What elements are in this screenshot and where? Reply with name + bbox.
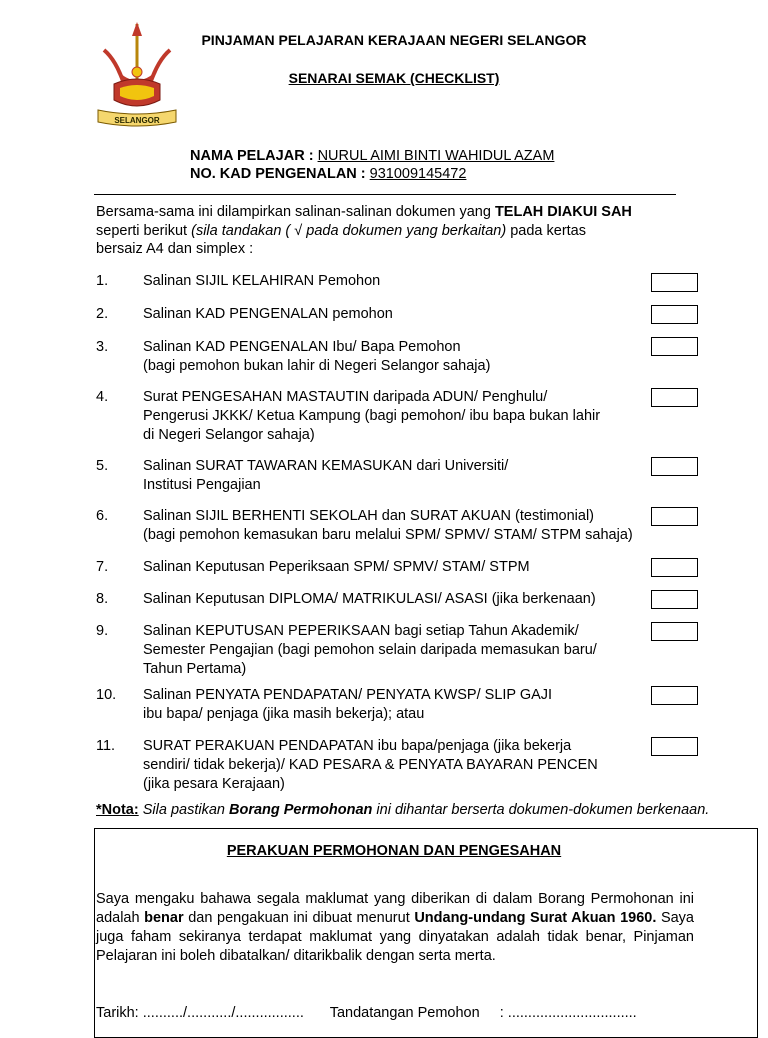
checklist-item-number: 8. [96, 591, 109, 607]
header-divider [94, 194, 676, 195]
checklist-item-number: 11. [96, 738, 116, 754]
nota-label: *Nota: [96, 802, 139, 818]
checklist-item-number: 5. [96, 458, 109, 474]
checklist-item-number: 7. [96, 559, 109, 575]
checklist-checkbox[interactable] [651, 558, 698, 577]
checklist-checkbox[interactable] [651, 737, 698, 756]
checklist-item-text: Salinan KAD PENGENALAN Ibu/ Bapa Pemohon [143, 339, 461, 355]
checklist-item-text: (bagi pemohon bukan lahir di Negeri Selangor sahaja) [143, 358, 491, 374]
checklist-checkbox[interactable] [651, 590, 698, 609]
checklist-item-text: Tahun Pertama) [143, 661, 247, 677]
checklist-checkbox[interactable] [651, 457, 698, 476]
signature-label: Tandatangan Pemohon [329, 1005, 480, 1021]
checklist-checkbox[interactable] [651, 305, 698, 324]
checklist-title: SENARAI SEMAK (CHECKLIST) [288, 70, 500, 86]
checklist-item-text: Salinan KAD PENGENALAN pemohon [143, 306, 393, 322]
student-name-label: NAMA PELAJAR : [190, 148, 314, 164]
checklist-item-text: Salinan SIJIL KELAHIRAN Pemohon [143, 273, 381, 289]
checklist-checkbox[interactable] [651, 337, 698, 356]
checklist-item-text: Institusi Pengajian [143, 477, 261, 493]
checklist-checkbox[interactable] [651, 622, 698, 641]
checklist-checkbox[interactable] [651, 686, 698, 705]
checklist-item-number: 1. [96, 273, 109, 289]
checklist-item-text: Salinan SURAT TAWARAN KEMASUKAN dari Universiti/ [143, 458, 509, 474]
checklist-item-text: Pengerusi JKKK/ Ketua Kampung (bagi pemohon/ ibu bapa bukan lahir [143, 408, 601, 424]
checklist-checkbox[interactable] [651, 388, 698, 407]
checklist-item-number: 9. [96, 623, 109, 639]
checklist-item-text: Semester Pengajian (bagi pemohon selain daripada memasukan baru/ [143, 642, 597, 658]
checklist-item-number: 4. [96, 389, 109, 405]
checklist-item-text: Salinan SIJIL BERHENTI SEKOLAH dan SURAT AKUAN (testimonial) [143, 508, 595, 524]
checklist-item-number: 6. [96, 508, 109, 524]
student-ic-value: 931009145472 [369, 166, 467, 182]
org-title: PINJAMAN PELAJARAN KERAJAAN NEGERI SELANGOR [201, 32, 587, 48]
checklist-item-text: di Negeri Selangor sahaja) [143, 427, 315, 443]
declaration-text: Saya mengaku bahawa segala maklumat yang diberikan di dalam Borang Permohonan ini adalah benar dan pengakuan ini dibuat menurut Undang-undang Surat Akuan 1960. Saya juga faham sekiranya terdapat maklumat yang dinyatakan adalah tidak benar, Pinjaman Pelajaran ini boleh dibatalkan/ ditarikbalik dengan serta merta. [96, 891, 694, 964]
checklist-item-number: 3. [96, 339, 109, 355]
checklist-item-text: Salinan Keputusan DIPLOMA/ MATRIKULASI/ ASASI (jika berkenaan) [143, 591, 596, 607]
signature-field[interactable]: : ................................ [499, 1005, 637, 1021]
student-ic-row [190, 166, 466, 182]
declaration-title: PERAKUAN PERMOHONAN DAN PENGESAHAN [226, 843, 562, 859]
student-name-value: NURUL AIMI BINTI WAHIDUL AZAM [317, 148, 555, 164]
student-name-row [190, 148, 554, 164]
checklist-checkbox[interactable] [651, 273, 698, 292]
nota-line: *Nota: Sila pastikan Borang Permohonan ini dihantar berserta dokumen-dokumen berkenaan. [96, 802, 710, 818]
checklist-item-text: Salinan Keputusan Peperiksaan SPM/ SPMV/ STAM/ STPM [143, 559, 530, 575]
checklist-item-text: Salinan PENYATA PENDAPATAN/ PENYATA KWSP/ SLIP GAJI [143, 687, 553, 703]
checklist-item-text: Surat PENGESAHAN MASTAUTIN daripada ADUN/ Penghulu/ [143, 389, 548, 405]
checklist-item-number: 10. [96, 687, 117, 703]
checklist-item-text: sendiri/ tidak bekerja)/ KAD PESARA & PENYATA BAYARAN PENCEN [143, 757, 598, 773]
checklist-item-text: (jika pesara Kerajaan) [143, 776, 285, 792]
date-field[interactable]: Tarikh: ........../.........../................. [96, 1005, 304, 1021]
checklist-item-text: ibu bapa/ penjaga (jika masih bekerja); atau [143, 706, 425, 722]
checklist-item-text: Salinan KEPUTUSAN PEPERIKSAAN bagi setiap Tahun Akademik/ [143, 623, 579, 639]
checklist-item-text: SURAT PERAKUAN PENDAPATAN ibu bapa/penjaga (jika bekerja [143, 738, 572, 754]
checklist-checkbox[interactable] [651, 507, 698, 526]
student-ic-label: NO. KAD PENGENALAN : [190, 166, 366, 182]
signature-row [96, 1005, 637, 1021]
intro-paragraph: Bersama-sama ini dilampirkan salinan-salinan dokumen yang TELAH DIAKUI SAH seperti berikut (sila tandakan ( √ pada dokumen yang berkaitan) pada kertas bersaiz A4 dan simplex : [96, 204, 632, 257]
checklist-item-text: (bagi pemohon kemasukan baru melalui SPM/ SPMV/ STAM/ STPM sahaja) [143, 527, 633, 543]
checklist-item-number: 2. [96, 306, 109, 322]
logo-banner-text: SELANGOR [114, 116, 160, 125]
